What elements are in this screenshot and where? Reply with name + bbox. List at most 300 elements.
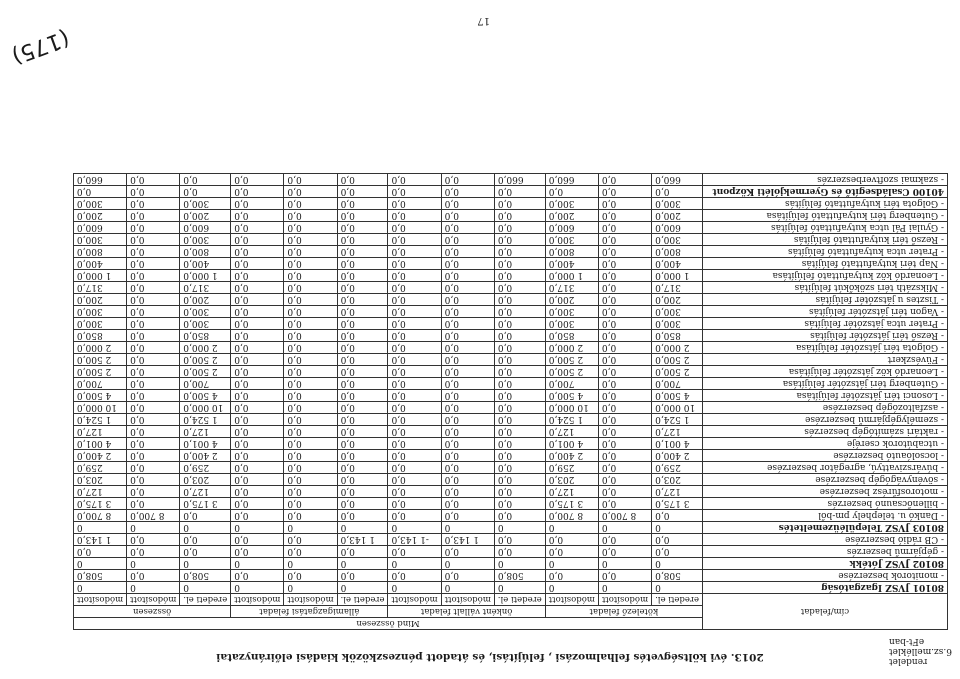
value-cell: 0,0 [388,270,441,282]
value-cell: 0 [284,582,337,594]
row-label: - Prater utca játszótér felújítás [703,318,948,330]
value-cell: 0 [494,522,545,534]
value-cell: 0,0 [598,306,651,318]
header-sub-cell: eredeti el. [652,594,703,606]
value-cell: 0,0 [441,210,494,222]
value-cell: 0,0 [388,342,441,354]
value-cell: 400,0 [73,258,126,270]
value-cell: 0,0 [494,330,545,342]
row-label: 80102 JVSZ Jótékk [703,558,948,570]
value-cell: 0,0 [284,366,337,378]
value-cell: 300,0 [73,198,126,210]
header-group: összesen [73,606,230,618]
value-cell: 0,0 [231,510,284,522]
table-row [73,282,947,294]
value-cell: 300,0 [180,234,231,246]
value-cell: 0,0 [388,438,441,450]
value-cell: 0 [652,558,703,570]
value-cell: 0,0 [388,390,441,402]
value-cell: 200,0 [652,210,703,222]
value-cell: 0,0 [284,282,337,294]
value-cell: 0,0 [127,534,180,546]
value-cell: 1 143,0 [73,534,126,546]
header-sub-cell: módosított [231,594,284,606]
value-cell: 0,0 [231,462,284,474]
value-cell: 0,0 [231,342,284,354]
value-cell: 0,0 [494,438,545,450]
value-cell: 0 [388,582,441,594]
value-cell: 0,0 [337,462,388,474]
value-cell: 0 [441,558,494,570]
value-cell: 0,0 [441,402,494,414]
value-cell: 200,0 [180,210,231,222]
value-cell: 0,0 [127,234,180,246]
header-row-top [73,618,947,630]
value-cell: 300,0 [73,234,126,246]
value-cell: 0,0 [494,294,545,306]
value-cell: 127,0 [545,426,598,438]
value-cell: 0,0 [284,258,337,270]
value-cell: 0,0 [545,534,598,546]
row-label: - Mikszáth téri szökőkút felújítás [703,282,948,294]
value-cell: 0,0 [388,210,441,222]
value-cell: 2 400,0 [652,450,703,462]
value-cell: 0,0 [73,186,126,198]
value-cell: 8 700,0 [598,510,651,522]
value-cell: 200,0 [73,294,126,306]
value-cell: 850,0 [545,330,598,342]
value-cell: 300,0 [180,198,231,210]
value-cell: 0,0 [598,486,651,498]
value-cell: 600,0 [652,222,703,234]
value-cell: 0,0 [127,306,180,318]
table-row [73,270,947,282]
row-label: - raktári számítógép beszerzés [703,426,948,438]
value-cell: 800,0 [180,246,231,258]
value-cell: 300,0 [545,306,598,318]
value-cell: 0,0 [388,402,441,414]
value-cell: 0 [231,582,284,594]
value-cell: 1 524,0 [545,414,598,426]
value-cell: 0,0 [494,198,545,210]
table-row [73,510,947,522]
value-cell: 10 000,0 [180,402,231,414]
value-cell: 0,0 [598,294,651,306]
value-cell: 0,0 [231,450,284,462]
value-cell: 0,0 [388,474,441,486]
page-title: 2013. évi költségvetés felhalmozási , felújítási, és átadott pénzeszközök kiadási előirányzatai [216,651,764,663]
value-cell: 0,0 [441,426,494,438]
value-cell: 2 500,0 [652,366,703,378]
value-cell: 2 000,0 [545,342,598,354]
value-cell: 800,0 [652,246,703,258]
value-cell: 203,0 [652,474,703,486]
value-cell: 0,0 [494,270,545,282]
value-cell: 0,0 [598,186,651,198]
value-cell: 0,0 [494,462,545,474]
value-cell: 0,0 [231,186,284,198]
value-cell: 0,0 [441,258,494,270]
value-cell: 0,0 [127,498,180,510]
value-cell: 300,0 [180,318,231,330]
value-cell: 660,0 [494,174,545,186]
value-cell: 1 524,0 [180,414,231,426]
value-cell: 0,0 [337,342,388,354]
value-cell: 0 [598,558,651,570]
value-cell: 508,0 [494,570,545,582]
value-cell: 0,0 [127,414,180,426]
value-cell: 0,0 [494,486,545,498]
value-cell: 0,0 [598,246,651,258]
value-cell: 0,0 [127,438,180,450]
row-label: 40100 Családsegítő és Gyermekjóléti Központ [703,186,948,198]
value-cell: 0,0 [598,342,651,354]
value-cell: 0,0 [337,378,388,390]
table-row [73,390,947,402]
table-row [73,258,947,270]
value-cell: 0,0 [337,486,388,498]
header-group-all: Mind összesen [73,618,702,630]
value-cell: 0,0 [337,246,388,258]
value-cell: 0,0 [337,510,388,522]
value-cell: 0,0 [441,282,494,294]
row-label: 80103 JVSZ Települéüzemeltetés [703,522,948,534]
value-cell: 0,0 [337,426,388,438]
value-cell: 0,0 [388,414,441,426]
table-row [73,222,947,234]
value-cell: 0,0 [598,270,651,282]
value-cell: 0,0 [441,366,494,378]
row-label: - sövényvágógép beszerzése [703,474,948,486]
table-row [73,534,947,546]
value-cell: 0,0 [337,450,388,462]
value-cell: 0,0 [441,342,494,354]
value-cell: 0,0 [388,498,441,510]
value-cell: 700,0 [180,378,231,390]
value-cell: 0 [73,582,126,594]
value-cell: 0,0 [284,534,337,546]
value-cell: 0,0 [284,246,337,258]
handwritten-page-mark: (175) [8,24,73,69]
value-cell: 0,0 [180,510,231,522]
value-cell: 0,0 [388,366,441,378]
value-cell: 0,0 [441,486,494,498]
value-cell: 300,0 [545,234,598,246]
value-cell: 0,0 [284,390,337,402]
value-cell: 0,0 [231,438,284,450]
row-label: - locsolóautó beszerzése [703,450,948,462]
header-group: kötelező feladat [545,606,702,618]
value-cell: 0 [388,558,441,570]
value-cell: 0,0 [231,246,284,258]
value-cell: 0,0 [127,390,180,402]
table-row [73,498,947,510]
value-cell: 0 [73,522,126,534]
value-cell: 2 500,0 [73,366,126,378]
value-cell: 127,0 [652,486,703,498]
value-cell: 0,0 [388,246,441,258]
row-label: - Tisztes u játszótér felújítás [703,294,948,306]
value-cell: 0,0 [598,498,651,510]
table-row [73,402,947,414]
value-cell: 0,0 [127,174,180,186]
value-cell: 0,0 [127,282,180,294]
table-row [73,438,947,450]
value-cell: 0,0 [231,402,284,414]
header-sub-cell: módosított [127,594,180,606]
value-cell: 127,0 [545,486,598,498]
value-cell: 508,0 [652,570,703,582]
value-cell: 0,0 [127,474,180,486]
value-cell: 2 500,0 [545,354,598,366]
value-cell: 0,0 [284,486,337,498]
value-cell: 0,0 [284,450,337,462]
value-cell: 0,0 [494,306,545,318]
value-cell: 3 175,0 [652,498,703,510]
table-row [73,330,947,342]
value-cell: 0,0 [545,570,598,582]
value-cell: 0,0 [441,306,494,318]
value-cell: 850,0 [73,330,126,342]
header-sub-cell: módosított [73,594,126,606]
value-cell: 0 [388,522,441,534]
value-cell: 8 700,0 [127,510,180,522]
value-cell: 0,0 [441,198,494,210]
row-label: - Losonci téri játszótér felújítása [703,390,948,402]
value-cell: 3 175,0 [180,498,231,510]
value-cell: 0,0 [231,366,284,378]
value-cell: 850,0 [180,330,231,342]
value-cell: 0,0 [231,270,284,282]
value-cell: 0,0 [284,498,337,510]
value-cell: 0,0 [284,210,337,222]
table-body [73,174,947,594]
value-cell: 0,0 [388,426,441,438]
value-cell: 0,0 [441,234,494,246]
value-cell: 0,0 [284,426,337,438]
value-cell: 0,0 [598,474,651,486]
header-group: államigazgatási feladat [231,606,388,618]
value-cell: 0,0 [441,414,494,426]
value-cell: 660,0 [545,174,598,186]
corner-note-line: 6.sz.melléklet [888,646,952,656]
row-label: - Rezső téri játszótér felújítás [703,330,948,342]
value-cell: 4 001,0 [180,438,231,450]
table-row [73,462,947,474]
value-cell: 0,0 [337,330,388,342]
value-cell: 0,0 [127,546,180,558]
value-cell: 0,0 [598,354,651,366]
table-row [73,378,947,390]
value-cell: 0,0 [127,186,180,198]
value-cell: 0,0 [231,498,284,510]
value-cell: 660,0 [652,174,703,186]
value-cell: 3 175,0 [73,498,126,510]
row-label: - utcabútorok cseréje [703,438,948,450]
value-cell: 259,0 [545,462,598,474]
value-cell: 127,0 [180,486,231,498]
value-cell: 0 [231,522,284,534]
row-label: - Gutenberg téri kutyafuttató felújítása [703,210,948,222]
value-cell: 0,0 [494,510,545,522]
value-cell: 300,0 [652,198,703,210]
value-cell: 0,0 [231,258,284,270]
value-cell: 800,0 [545,246,598,258]
value-cell: 400,0 [180,258,231,270]
value-cell: 127,0 [180,426,231,438]
value-cell: 0,0 [127,294,180,306]
value-cell: 0,0 [231,570,284,582]
value-cell: 0,0 [598,258,651,270]
corner-note-line: eFt-ban [888,636,925,646]
row-label: - személygépjármű beszerzése [703,414,948,426]
value-cell: 0,0 [598,330,651,342]
value-cell: 700,0 [73,378,126,390]
value-cell: 0,0 [652,546,703,558]
value-cell: 0,0 [598,426,651,438]
value-cell: 317,0 [73,282,126,294]
value-cell: 200,0 [545,294,598,306]
value-cell: 10 000,0 [73,402,126,414]
row-label: - Nap téri kutyafuttató felújítás [703,258,948,270]
row-label: - szakmai szoftverbeszerzés [703,174,948,186]
value-cell: 0,0 [441,186,494,198]
value-cell: 700,0 [545,378,598,390]
value-cell: 0,0 [441,498,494,510]
value-cell: 200,0 [73,210,126,222]
value-cell: 300,0 [545,318,598,330]
value-cell: 0,0 [441,354,494,366]
value-cell: 0,0 [127,198,180,210]
value-cell: 0,0 [231,294,284,306]
value-cell: 200,0 [180,294,231,306]
value-cell: 0,0 [441,570,494,582]
value-cell: 0,0 [598,570,651,582]
value-cell: 2 000,0 [180,342,231,354]
value-cell: 0,0 [337,570,388,582]
value-cell: 0,0 [441,390,494,402]
value-cell: 0,0 [337,294,388,306]
corner-note-line: rendelet [888,656,928,666]
value-cell: 2 400,0 [73,450,126,462]
value-cell: 0,0 [388,282,441,294]
header-label-col: cím/feladat [703,594,948,630]
value-cell: 0,0 [337,198,388,210]
corner-note [889,636,952,666]
value-cell: 0,0 [441,438,494,450]
header-group: önként vállalt feladat [388,606,545,618]
value-cell: 0,0 [284,510,337,522]
value-cell: 0,0 [598,546,651,558]
value-cell: 0,0 [231,282,284,294]
table-row [73,174,947,186]
value-cell: 0,0 [598,174,651,186]
value-cell: 1 000,0 [73,270,126,282]
value-cell: 0 [180,558,231,570]
table-row [73,210,947,222]
row-label: - Vagon téri játszótér felújítás [703,306,948,318]
value-cell: 0,0 [231,210,284,222]
value-cell: 0,0 [598,414,651,426]
value-cell: 0,0 [598,318,651,330]
value-cell: 508,0 [180,570,231,582]
value-cell: 0,0 [598,438,651,450]
value-cell: 0,0 [494,402,545,414]
value-cell: 0,0 [284,414,337,426]
value-cell: 0,0 [388,234,441,246]
row-label: - Gyulai Pál utca kutyafuttató felújítás [703,222,948,234]
value-cell: 0,0 [231,330,284,342]
value-cell: -1 143,0 [388,534,441,546]
value-cell: 0,0 [598,402,651,414]
value-cell: 0,0 [598,234,651,246]
value-cell: 600,0 [73,222,126,234]
value-cell: 2 500,0 [545,366,598,378]
row-label: - Leonardó köz kutyafuttató felújítása [703,270,948,282]
value-cell: 0,0 [284,402,337,414]
row-label: - Füvészkert [703,354,948,366]
budget-table [73,173,948,630]
value-cell: 0,0 [598,390,651,402]
value-cell: 0 [441,582,494,594]
table-row [73,354,947,366]
value-cell: 0,0 [284,378,337,390]
value-cell: 0,0 [180,546,231,558]
value-cell: 0,0 [127,258,180,270]
value-cell: 0,0 [180,186,231,198]
value-cell: 0,0 [231,354,284,366]
value-cell: 0,0 [284,198,337,210]
header-sub-cell: eredeti el. [494,594,545,606]
value-cell: 0,0 [598,222,651,234]
value-cell: 0,0 [388,354,441,366]
value-cell: 0 [652,522,703,534]
section-row [73,186,947,198]
value-cell: 0,0 [337,414,388,426]
value-cell: 8 700,0 [545,510,598,522]
value-cell: 0,0 [337,210,388,222]
value-cell: 0,0 [441,174,494,186]
value-cell: 0,0 [598,450,651,462]
value-cell: 0 [545,582,598,594]
value-cell: 0,0 [388,294,441,306]
value-cell: 0,0 [441,318,494,330]
table-row [73,486,947,498]
row-label: - CB rádió beszerzése [703,534,948,546]
value-cell: 0 [494,582,545,594]
value-cell: 800,0 [73,246,126,258]
value-cell: 700,0 [652,378,703,390]
value-cell: 0,0 [337,390,388,402]
value-cell: 0,0 [388,198,441,210]
value-cell: 0,0 [652,186,703,198]
row-label: - Prater utca kutyafuttató felújítás [703,246,948,258]
value-cell: 0,0 [545,186,598,198]
value-cell: 0,0 [127,378,180,390]
value-cell: 200,0 [652,294,703,306]
value-cell: 0,0 [388,450,441,462]
value-cell: 0,0 [284,474,337,486]
value-cell: 0,0 [337,270,388,282]
table-row [73,546,947,558]
value-cell: 4 001,0 [652,438,703,450]
value-cell: 1 143,0 [441,534,494,546]
value-cell: 0,0 [494,222,545,234]
value-cell: 0,0 [284,330,337,342]
value-cell: 0 [127,558,180,570]
value-cell: 0 [337,558,388,570]
header-sub-cell: módosított [284,594,337,606]
